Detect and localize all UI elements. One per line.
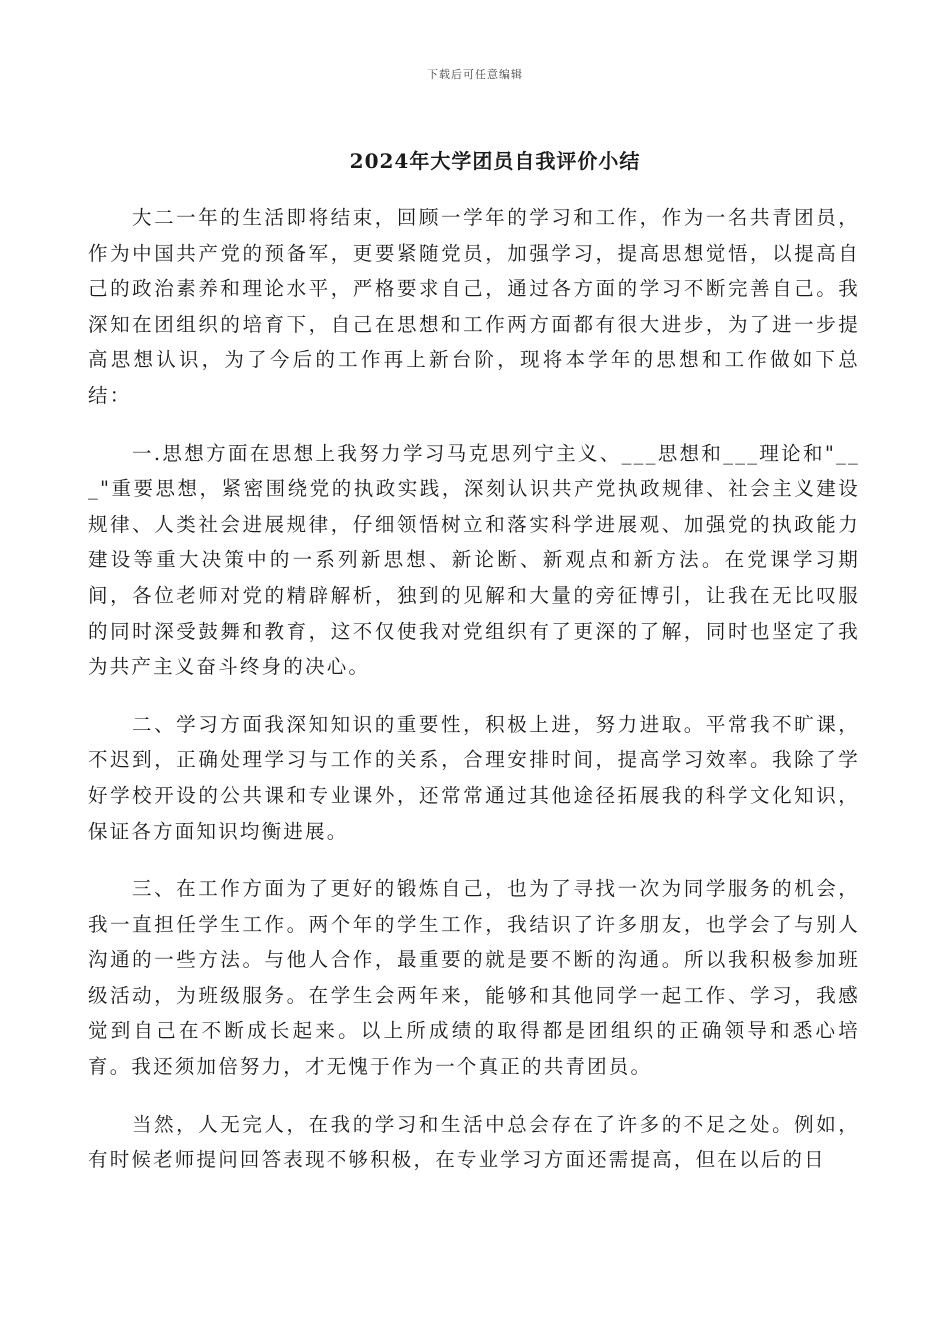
paragraph-intro: 大二一年的生活即将结束，回顾一学年的学习和工作，作为一名共青团员，作为中国共产党的预备军，更要紧随党员，加强学习，提高思想觉悟，以提高自己的政治素养和理论水平，严格要求自己，通过各方面的学习不断完善自己。我深知在团组织的培育下，自己在思想和工作两方面都有很大进步，为了进一步提高思想认识，为了今后的工作再上新台阶，现将本学年的思想和工作做如下总结： bbox=[88, 206, 860, 407]
paragraph-study: 二、学习方面我深知知识的重要性，积极上进，努力进取。平常我不旷课，不迟到，正确处理学习与工作的关系，合理安排时间，提高学习效率。我除了学好学校开设的公共课和专业课外，还常常通过其他途径拓展我的科学文化知识，保证各方面知识均衡进展。 bbox=[88, 712, 860, 843]
document-body bbox=[88, 200, 860, 1200]
paragraph-work: 三、在工作方面为了更好的锻炼自己，也为了寻找一次为同学服务的机会，我一直担任学生工作。两个年的学生工作，我结识了许多朋友，也学会了与别人沟通的一些方法。与他人合作，最重要的就是要不断的沟通。所以我积极参加班级活动，为班级服务。在学生会两年来，能够和其他同学一起工作、学习，我感觉到自己在不断成长起来。以上所成绩的取得都是团组织的正确领导和悉心培育。我还须加倍努力，才无愧于作为一个真正的共青团员。 bbox=[88, 877, 860, 1079]
header-note: 下载后可任意编辑 bbox=[427, 68, 523, 81]
document-title: 2024年大学团员自我评价小结 bbox=[349, 149, 641, 173]
paragraph-shortcomings: 当然，人无完人，在我的学习和生活中总会存在了许多的不足之处。例如，有时候老师提问回答表现不够积极，在专业学习方面还需提高，但在以后的日 bbox=[88, 1112, 860, 1172]
paragraph-thought: 一.思想方面在思想上我努力学习马克思列宁主义、___思想和___理论和"___"重要思想，紧密围绕党的执政实践，深刻认识共产党执政规律、社会主义建设规律、人类社会进展规律，仔细领悟树立和落实科学进展观、加强党的执政能力建设等重大决策中的一系列新思想、新论断、新观点和新方法。在党课学习期间，各位老师对党的精辟解析，独到的见解和大量的旁征博引，让我在无比叹服的同时深受鼓舞和教育，这不仅使我对党组织有了更深的了解，同时也坚定了我为共产主义奋斗终身的决心。 bbox=[88, 441, 860, 679]
